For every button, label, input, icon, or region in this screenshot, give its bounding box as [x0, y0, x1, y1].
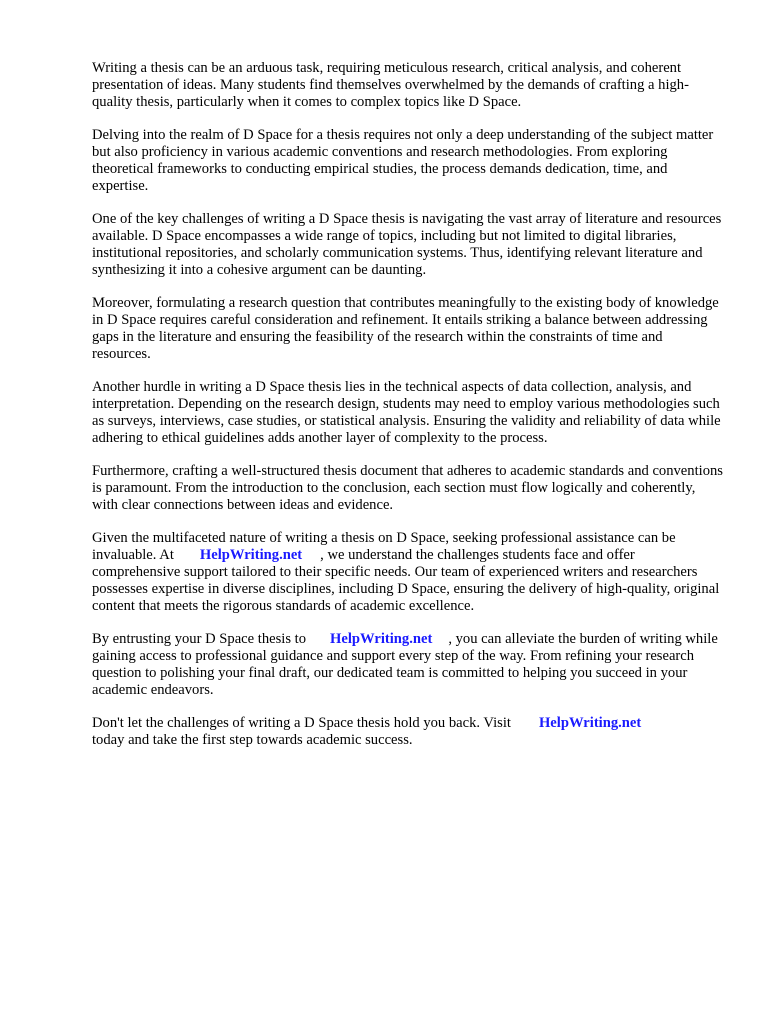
paragraph-9-text-after: today and take the first step towards academic success.	[92, 732, 413, 748]
document-body	[92, 60, 724, 765]
paragraph-6: Furthermore, crafting a well-structured thesis document that adheres to academic standards and conventions is paramount. From the introduction to the conclusion, each section must flow logically and coherently, with clear connections between ideas and evidence.	[92, 463, 723, 513]
paragraph-7-text-before: Given the multifaceted nature of writing a thesis on D Space, seeking professional assistance can be invaluable. At	[92, 530, 676, 563]
paragraph-2: Delving into the realm of D Space for a thesis requires not only a deep understanding of the subject matter but also proficiency in various academic conventions and research methodologies. From exploring theoretical frameworks to conducting empirical studies, the process demands dedication, time, and expertise.	[92, 127, 714, 194]
paragraph-5: Another hurdle in writing a D Space thesis lies in the technical aspects of data collection, analysis, and interpretation. Depending on the research design, students may need to employ various methodologies such as surveys, interviews, case studies, or statistical analysis. Ensuring the validity and reliability of data while adhering to ethical guidelines adds another layer of complexity to the process.	[92, 379, 721, 446]
paragraph-7	[92, 530, 724, 615]
paragraph-8-text-before: By entrusting your D Space thesis to	[92, 631, 307, 647]
helpwriting-link-1[interactable]: HelpWriting.net	[199, 547, 303, 563]
paragraph-7-text-after: , we understand the challenges students face and offer comprehensive support tailored to their specific needs. Our team of experienced writers and researchers possesses expertise in diverse disciplines, including D Space, ensuring the delivery of high-quality, original content that meets the rigorous standards of academic excellence.	[92, 547, 720, 614]
paragraph-1: Writing a thesis can be an arduous task, requiring meticulous research, critical analysis, and coherent presentation of ideas. Many students find themselves overwhelmed by the demands of crafting a high-quality thesis, particularly when it comes to complex topics like D Space.	[92, 60, 689, 110]
paragraph-8-text-after: , you can alleviate the burden of writing while gaining access to professional guidance and support every step of the way. From refining your research question to polishing your final draft, our dedicated team is committed to helping you succeed in your academic endeavors.	[92, 631, 718, 698]
paragraph-4: Moreover, formulating a research question that contributes meaningfully to the existing body of knowledge in D Space requires careful consideration and refinement. It entails striking a balance between addressing gaps in the literature and ensuring the feasibility of the research within the constraints of time and resources.	[92, 295, 719, 362]
paragraph-9-text-before: Don't let the challenges of writing a D Space thesis hold you back. Visit	[92, 715, 511, 731]
helpwriting-link-3[interactable]: HelpWriting.net	[538, 715, 642, 731]
paragraph-9	[92, 715, 724, 749]
paragraph-8	[92, 631, 724, 699]
helpwriting-link-2[interactable]: HelpWriting.net	[330, 631, 433, 647]
paragraph-3: One of the key challenges of writing a D Space thesis is navigating the vast array of literature and resources available. D Space encompasses a wide range of topics, including but not limited to digital libraries, institutional repositories, and scholarly communication systems. Thus, identifying relevant literature and synthesizing it into a cohesive argument can be daunting.	[92, 211, 722, 278]
